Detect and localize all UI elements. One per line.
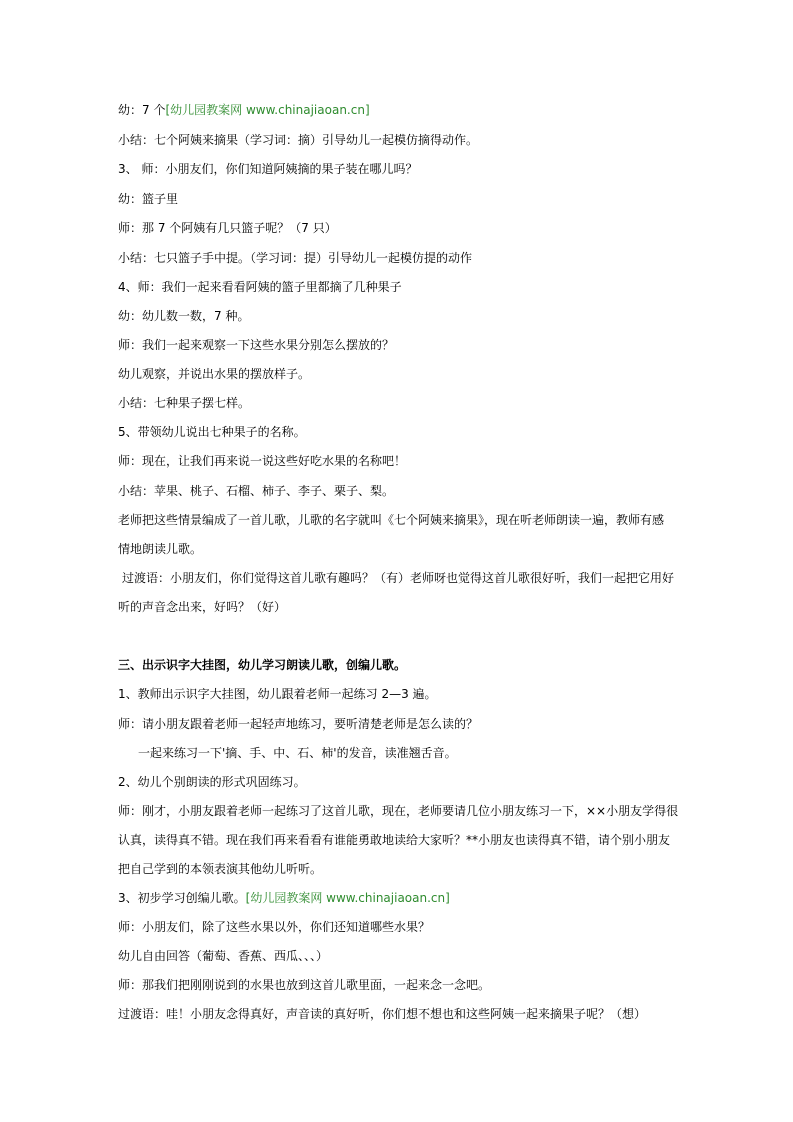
line-12: 5、带领幼儿说出七种果子的名称。 xyxy=(118,425,306,439)
line-5: 师：那 7 个阿姨有几只篮子呢？（7 只） xyxy=(118,221,337,235)
line-16: 情地朗读儿歌。 xyxy=(118,542,203,556)
line-20: 1、教师出示识字大挂图，幼儿跟着老师一起练习 2—3 遍。 xyxy=(118,687,437,701)
line-13: 师：现在，让我们再来说一说这些好吃水果的名称吧！ xyxy=(118,454,407,468)
site-link[interactable]: [幼儿园教案网 www.chinajiaoan.cn] xyxy=(245,891,450,905)
line-3: 3、 师：小朋友们，你们知道阿姨摘的果子装在哪儿吗？ xyxy=(118,162,418,176)
line-18: 听的声音念出来，好吗？（好） xyxy=(118,600,287,614)
line-9: 师：我们一起来观察一下这些水果分别怎么摆放的？ xyxy=(118,338,395,352)
line-27: 3、初步学习创编儿歌。[幼儿园教案网 www.chinajiaoan.cn] xyxy=(118,891,450,905)
line-4: 幼：篮子里 xyxy=(118,192,179,206)
line-11: 小结：七种果子摆七样。 xyxy=(118,396,251,410)
line-7: 4、师：我们一起来看看阿姨的篮子里都摘了几种果子 xyxy=(118,280,402,294)
line-2: 小结：七个阿姨来摘果（学习词：摘）引导幼儿一起模仿摘得动作。 xyxy=(118,133,479,147)
line-22: 一起来练习一下'摘、手、中、石、柿'的发音，读准翘舌音。 xyxy=(138,746,457,760)
site-link[interactable]: [幼儿园教案网 www.chinajiaoan.cn] xyxy=(165,103,370,117)
line-8: 幼：幼儿数一数，7 种。 xyxy=(118,309,250,323)
line-30: 师：那我们把刚刚说到的水果也放到这首儿歌里面，一起来念一念吧。 xyxy=(118,978,491,992)
line-1: 幼：7 个[幼儿园教案网 www.chinajiaoan.cn] xyxy=(118,103,370,117)
line-14: 小结：苹果、桃子、石榴、柿子、李子、栗子、梨。 xyxy=(118,484,395,498)
line-15: 老师把这些情景编成了一首儿歌，儿歌的名字就叫《七个阿姨来摘果》，现在听老师朗读一遍，教师有感 xyxy=(118,513,665,527)
line-31: 过渡语：哇！小朋友念得真好，声音读的真好听，你们想不想也和这些阿姨一起来摘果子呢？（想） xyxy=(118,1007,647,1021)
line-6: 小结：七只篮子手中提。（学习词：提）引导幼儿一起模仿提的动作 xyxy=(118,251,473,265)
line-21: 师：请小朋友跟着老师一起轻声地练习，要听清楚老师是怎么读的？ xyxy=(118,717,479,731)
line-23: 2、幼儿个别朗读的形式巩固练习。 xyxy=(118,775,306,789)
section-heading: 三、出示识字大挂图，幼儿学习朗读儿歌，创编儿歌。 xyxy=(118,658,407,672)
line-17: 过渡语：小朋友们，你们觉得这首儿歌有趣吗？（有）老师呀也觉得这首儿歌很好听，我们一起把它用好 xyxy=(122,571,675,585)
line-10: 幼儿观察，并说出水果的摆放样子。 xyxy=(118,367,311,381)
line-25: 认真，读得真不错。现在我们再来看看有谁能勇敢地读给大家听？**小朋友也读得真不错，请个别小朋友 xyxy=(118,833,671,847)
line-24: 师：刚才，小朋友跟着老师一起练习了这首儿歌，现在，老师要请几位小朋友练习一下，××小朋友学得很 xyxy=(118,804,679,818)
line-26: 把自己学到的本领表演其他幼儿听听。 xyxy=(118,862,323,876)
line-28: 师：小朋友们，除了这些水果以外，你们还知道哪些水果？ xyxy=(118,920,431,934)
line-29: 幼儿自由回答（葡萄、香蕉、西瓜、、、） xyxy=(118,949,329,963)
